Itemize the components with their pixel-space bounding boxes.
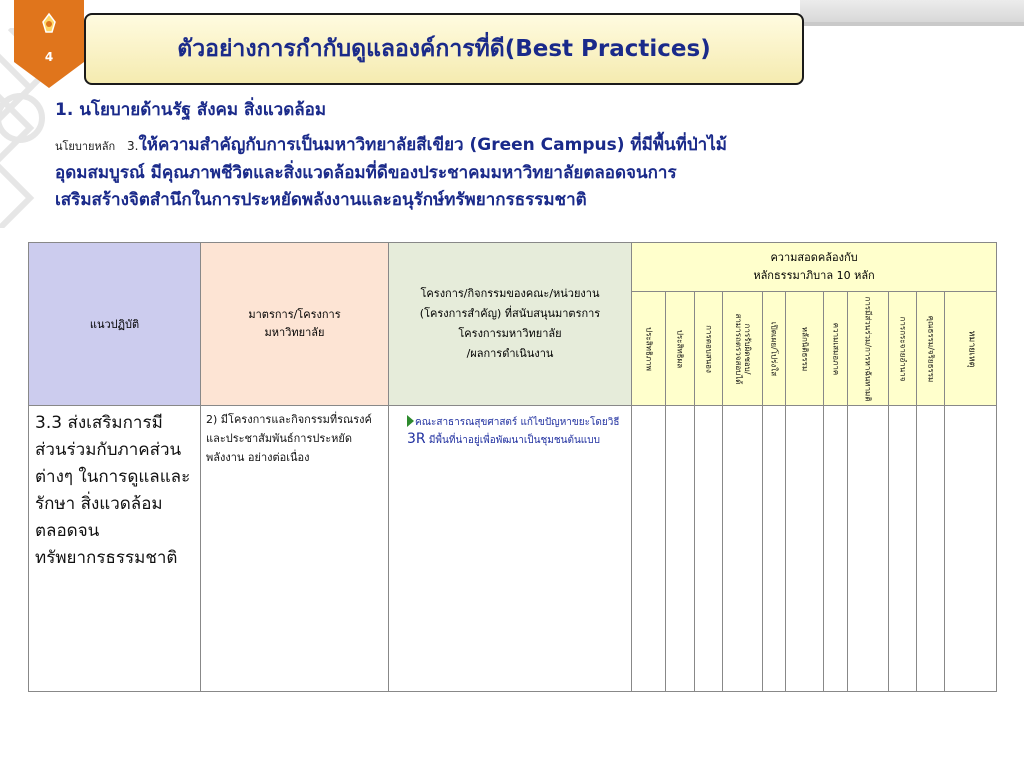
principle-label: การมีส่วนร่วม/การหาฉันทามติ bbox=[863, 295, 873, 402]
principle-label: การรับผิดชอบ/ bbox=[742, 323, 752, 374]
project-text-b: มีพื้นที่น่าอยู่เพื่อพัฒนาเป็นชุมชนต้นแบบ bbox=[428, 435, 600, 446]
header-principle-equity bbox=[824, 292, 848, 406]
principle-label-line-2: สามารถตรวจสอบได้ bbox=[733, 313, 743, 384]
header-principle-decentralization bbox=[889, 292, 917, 406]
policy-heading: 1. นโยบายด้านรัฐ สังคม สิ่งแวดล้อม bbox=[55, 100, 327, 120]
header-principle-accountability bbox=[723, 292, 763, 406]
page-number: 4 bbox=[44, 50, 54, 64]
header-principle-effectiveness bbox=[666, 292, 695, 406]
header-principle-participation bbox=[848, 292, 889, 406]
policy-line-3: เสริมสร้างจิตสำนึกในการประหยัดพลังงานและอนุรักษ์ทรัพยากรธรรมชาติ bbox=[55, 190, 587, 210]
project-code: 3R bbox=[407, 431, 426, 447]
principle-label: ความเสมอภาค bbox=[831, 322, 840, 375]
header-project-line-4: /ผลการดำเนินงาน bbox=[466, 347, 554, 360]
principle-label: ประสิทธิผล bbox=[675, 329, 685, 368]
cell-check bbox=[632, 406, 666, 692]
header-measure-line-1: มาตรการ/โครงการ bbox=[248, 308, 341, 321]
header-principle-rule-of-law bbox=[786, 292, 824, 406]
title-box bbox=[84, 13, 804, 85]
header-project bbox=[389, 243, 632, 406]
cell-remark bbox=[945, 406, 997, 692]
principle-label: ประสิทธิภาพ bbox=[644, 326, 653, 371]
header-measure bbox=[201, 243, 389, 406]
cell-check bbox=[824, 406, 848, 692]
header-project-line-3: โครงการมหาวิทยาลัย bbox=[458, 327, 562, 340]
header-alignment-line-1: ความสอดคล้องกับ bbox=[770, 251, 858, 264]
header-practice: แนวปฏิบัติ bbox=[29, 243, 201, 406]
cell-check bbox=[786, 406, 824, 692]
arrow-right-icon bbox=[407, 415, 414, 427]
governance-table bbox=[28, 242, 997, 692]
header-project-line-2: (โครงการสำคัญ) ที่สนับสนุนมาตรการ bbox=[419, 307, 601, 320]
principle-label: การกระจายอำนาจ bbox=[898, 316, 907, 381]
policy-line-1-text: ให้ความสำคัญกับการเป็นมหาวิทยาลัยสีเขียว (Green Campus) ที่มีพื้นที่ป่าไม้ bbox=[138, 135, 727, 155]
cell-check bbox=[763, 406, 786, 692]
top-stripe-shadow bbox=[800, 22, 1024, 26]
header-principle-morality bbox=[917, 292, 945, 406]
principle-label: หลักนิติธรรม bbox=[800, 326, 809, 371]
cell-check bbox=[848, 406, 889, 692]
remark-label: หมายเหตุ bbox=[966, 329, 977, 368]
cell-check bbox=[666, 406, 695, 692]
policy-text bbox=[55, 132, 975, 214]
policy-prefix: นโยบายหลัก bbox=[55, 140, 116, 153]
cell-measure: 2) มีโครงการและกิจกรรมที่รณรงค์ และประชาสัมพันธ์การประหยัดพลังงาน อย่างต่อเนื่อง bbox=[201, 406, 389, 692]
cell-check bbox=[695, 406, 723, 692]
header-principle-efficiency bbox=[632, 292, 666, 406]
header-principle-transparency bbox=[763, 292, 786, 406]
header-project-line-1: โครงการ/กิจกรรมของคณะ/หน่วยงาน bbox=[420, 287, 600, 300]
policy-line-1 bbox=[55, 132, 975, 160]
principle-label: คุณธรรม/จริยธรรม bbox=[926, 315, 935, 382]
cell-check bbox=[723, 406, 763, 692]
cell-check bbox=[917, 406, 945, 692]
page-title: ตัวอย่างการกำกับดูแลองค์การที่ดี(Best Practices) bbox=[177, 36, 711, 62]
policy-line-2: อุดมสมบูรณ์ มีคุณภาพชีวิตและสิ่งแวดล้อมที่ดีของประชาคมมหาวิทยาลัยตลอดจนการ bbox=[55, 163, 677, 183]
policy-number: 3. bbox=[126, 139, 139, 153]
header-alignment-line-2: หลักธรรมาภิบาล 10 หลัก bbox=[753, 269, 875, 282]
cell-check bbox=[889, 406, 917, 692]
header-principle-responsiveness bbox=[695, 292, 723, 406]
header-row-1 bbox=[29, 243, 997, 292]
project-text-a: คณะสาธารณสุขศาสตร์ แก้ไขปัญหาขยะโดยวิธี bbox=[415, 417, 620, 428]
principle-label: เปิดเผย/โปร่งใส bbox=[769, 321, 779, 376]
table-row bbox=[29, 406, 997, 692]
cell-practice: 3.3 ส่งเสริมการมีส่วนร่วมกับภาคส่วนต่างๆ ในการดูแลและรักษา สิ่งแวดล้อม ตลอดจน ทรัพยากรธรรมชาติ bbox=[29, 406, 201, 692]
page-badge bbox=[14, 0, 84, 90]
header-alignment bbox=[632, 243, 997, 292]
header-measure-line-2: มหาวิทยาลัย bbox=[264, 326, 325, 339]
top-stripe bbox=[800, 0, 1024, 22]
principle-label: การตอบสนอง bbox=[704, 324, 713, 373]
header-remark bbox=[945, 292, 997, 406]
cell-project bbox=[389, 406, 632, 692]
